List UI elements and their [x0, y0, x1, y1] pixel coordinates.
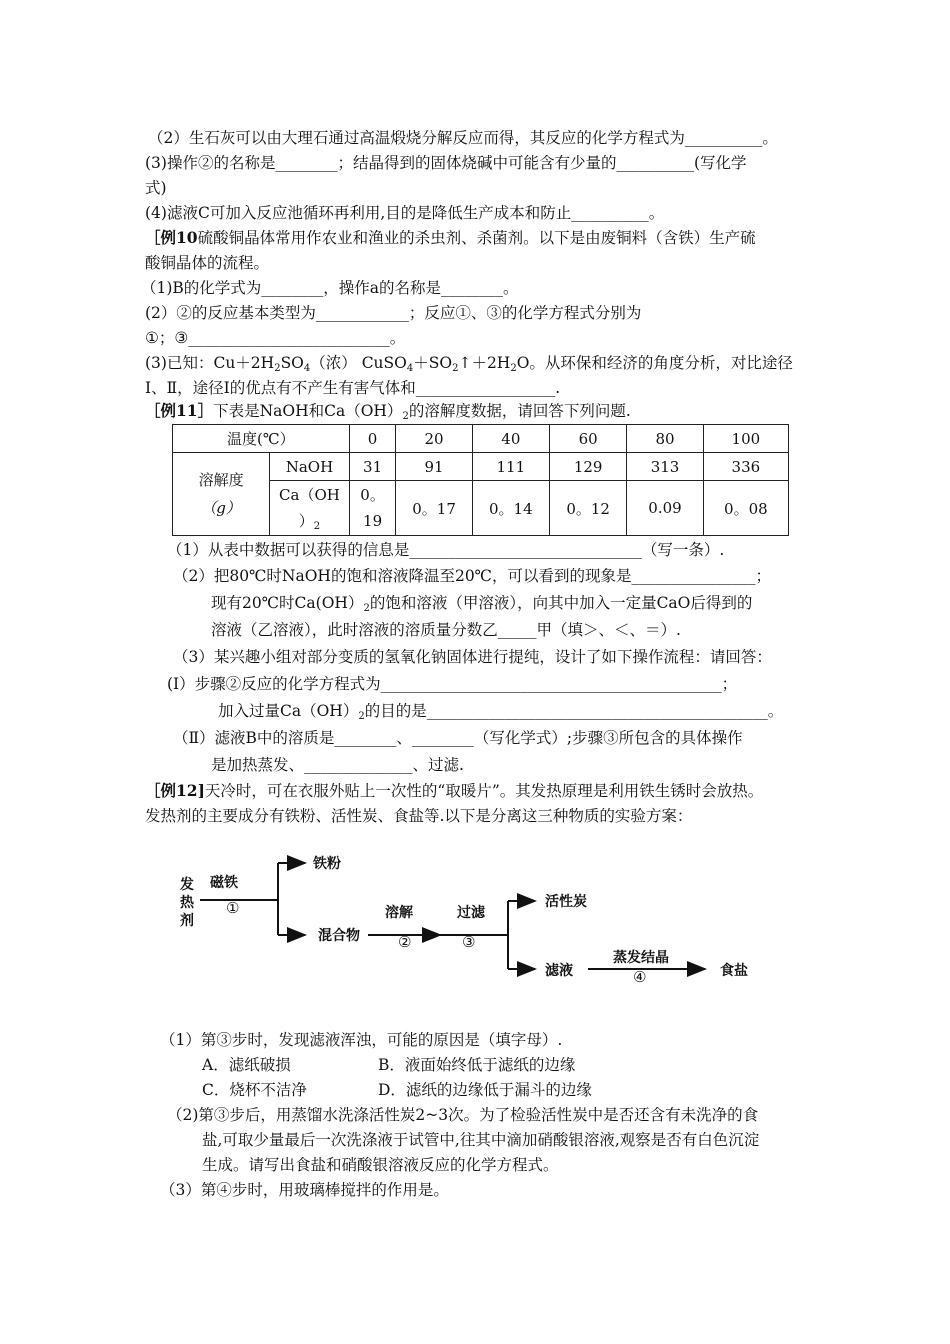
q12-option-a: A．滤纸破损 [202, 1056, 291, 1074]
example-10-intro-cont: 酸铜晶体的流程。 [145, 254, 270, 272]
q12-option-c: C．烧杯不洁净 [202, 1081, 307, 1099]
paragraph-q4-filtrate: (4)滤液C可加入反应池循环再利用,目的是降低生产成本和防止__________。 [145, 204, 665, 222]
caoh-value: 0。12 [550, 481, 627, 536]
q10-part2-cont: ①；③__________________________。 [145, 329, 406, 347]
caoh-value: 0。17 [396, 481, 472, 536]
solubility-unit: （g） [201, 499, 241, 517]
temp-cell: 40 [472, 425, 549, 453]
q11-part1: （1）从表中数据可以获得的信息是______________________________（写一条）. [167, 541, 725, 559]
q10-part3-cont: Ⅰ、Ⅱ，途径Ⅰ的优点有不产生有害气体和__________________. [145, 379, 561, 397]
caoh-label-sub: 2 [313, 521, 321, 532]
formula-sub: 2 [363, 603, 370, 614]
step1-number: ① [226, 899, 240, 917]
eq-seg-4: ＋SO [413, 354, 453, 372]
q11-part3-ii: （Ⅱ）滤液B中的溶质是________、________（写化学式）;步骤③所包含的具体操作 [173, 729, 743, 747]
q10-part3-equation [145, 353, 793, 373]
temp-cell: 20 [396, 425, 472, 453]
step3-number: ③ [462, 933, 476, 951]
product-activated-carbon: 活性炭 [545, 894, 587, 910]
example-12-label: ［例12] [145, 781, 205, 800]
paragraph-q3-cont: 式) [145, 179, 167, 197]
q11-part3: （3）某兴趣小组对部分变质的氢氧化钠固体进行提纯，设计了如下操作流程：请回答： [173, 648, 772, 666]
q11-part3-ii-cont: 是加热蒸发、______________、过滤. [211, 756, 464, 774]
q11-part2-cont2: 溶液（乙溶液），此时溶液的溶质量分数乙_____甲（填＞、＜、＝）. [211, 621, 681, 639]
step2-label: 溶解 [385, 905, 413, 921]
start-label-3: 剂 [180, 913, 194, 929]
example-10-intro [145, 228, 756, 248]
caoh-value: 0。08 [703, 481, 788, 536]
q11-part3-i: (Ⅰ）步骤②反应的化学方程式为____________________________________________； [167, 675, 738, 693]
step3-label: 过滤 [457, 905, 485, 921]
eq-seg-6: O。从环保和经济的角度分析，对比途径 [516, 354, 793, 372]
example-11-label: ［例11］ [145, 401, 214, 420]
product-iron-powder: 铁粉 [313, 856, 341, 872]
q11-part3-i-cont [218, 701, 783, 721]
table-row [173, 425, 789, 453]
caoh-value-part: 19 [363, 512, 383, 530]
table-row [173, 453, 789, 481]
q12-part2-cont: 盐,可取少量最后一次洗涤液于试管中,往其中滴加硝酸银溶液,观察是否有白色沉淀 [202, 1131, 760, 1149]
example-12-intro-cont: 发热剂的主要成分有铁粉、活性炭、食盐等.以下是分离这三种物质的实验方案： [145, 807, 693, 825]
eq-sub: 2 [510, 363, 517, 374]
temp-cell: 60 [550, 425, 627, 453]
paragraph-q3-operation: (3)操作②的名称是________；结晶得到的固体烧碱中可能含有少量的__________(写化学 [145, 154, 747, 172]
example-11-text: 下表是NaOH和Ca（OH） [213, 402, 403, 420]
formula-sub: 2 [358, 711, 365, 722]
naoh-value: 31 [349, 453, 396, 481]
separation-flowchart [170, 845, 770, 995]
example-12-intro [145, 781, 763, 801]
q12-part1: （1）第③步时，发现滤液浑浊，可能的原因是（填字母）. [160, 1031, 563, 1049]
step2-number: ② [398, 933, 412, 951]
q12-part3: （3）第④步时，用玻璃棒搅拌的作用是。 [160, 1181, 449, 1199]
naoh-value: 313 [627, 453, 703, 481]
caoh-label-a: Ca（OH [279, 486, 340, 504]
eq-seg-3: （浓） CuSO [310, 354, 407, 372]
eq-seg-1: (3)已知：Cu＋2H [145, 354, 275, 372]
start-label-2: 热 [180, 895, 194, 911]
step4-label: 蒸发结晶 [613, 950, 669, 966]
temp-header-cell: 温度(℃） [173, 425, 350, 453]
product-salt: 食盐 [720, 963, 748, 979]
caoh-value-part: 0。 [360, 486, 385, 504]
q11-part2: （2）把80℃时NaOH的饱和溶液降温至20℃，可以看到的现象是________________； [173, 567, 772, 585]
solubility-label-cell [173, 453, 270, 536]
eq-seg-2: SO [280, 354, 304, 372]
example-12-text: 天冷时，可在衣服外贴上一次性的“取暖片”。其发热原理是利用铁生锈时会放热。 [204, 782, 764, 800]
intermediate-filtrate: 滤液 [545, 963, 573, 979]
example-10-label: ［例10 [145, 228, 198, 247]
solubility-label: 溶解度 [198, 471, 244, 489]
q12-option-b: B．液面始终低于滤纸的边缘 [378, 1056, 576, 1074]
q10-part1: （1)B的化学式为________，操作a的名称是________。 [141, 279, 519, 297]
naoh-label-cell: NaOH [270, 453, 350, 481]
q11-part3-text: 加入过量Ca（OH） [218, 702, 359, 720]
naoh-value: 129 [550, 453, 627, 481]
naoh-value: 91 [396, 453, 472, 481]
intermediate-mixture: 混合物 [318, 928, 360, 944]
naoh-value: 336 [703, 453, 788, 481]
temp-cell: 0 [349, 425, 396, 453]
example-11-intro [145, 401, 631, 421]
eq-seg-5: ↑＋2H [458, 354, 511, 372]
paragraph-q2-quicklime: （2）生石灰可以由大理石通过高温煅烧分解反应而得，其反应的化学方程式为__________。 [148, 129, 778, 147]
caoh-label-b [270, 508, 349, 534]
eq-sub: 4 [406, 363, 414, 374]
formula-sub: 2 [402, 411, 409, 422]
step1-label: 磁铁 [210, 875, 238, 891]
example-11-text-cont: 的溶解度数据，请回答下列问题. [408, 402, 631, 420]
solubility-table [172, 424, 789, 536]
temp-cell: 80 [627, 425, 703, 453]
caoh-value [349, 481, 396, 536]
q11-part3-text-cont: 的目的是____________________________________________。 [364, 702, 784, 720]
step4-number: ④ [633, 968, 647, 986]
q12-part2-cont2: 生成。请写出食盐和硝酸银溶液反应的化学方程式。 [202, 1156, 559, 1174]
q12-part2: （2)第③步后，用蒸馏水洗涤活性炭2~3次。为了检验活性炭中是否还含有未洗净的食 [167, 1106, 759, 1124]
caoh-value: 0.09 [627, 481, 703, 536]
eq-sub: 2 [452, 363, 459, 374]
caoh-label-cell [270, 481, 350, 536]
naoh-value: 111 [472, 453, 549, 481]
start-label-1: 发 [180, 877, 194, 893]
q10-part2: (2）②的反应基本类型为____________；反应①、③的化学方程式分别为 [145, 304, 642, 322]
q11-part2-text-cont: 的饱和溶液（甲溶液），向其中加入一定量CaO后得到的 [369, 594, 753, 612]
q11-part2-text: 现有20℃时Ca(OH） [211, 594, 364, 612]
caoh-label-bracket: ） [298, 512, 314, 530]
temp-cell: 100 [703, 425, 788, 453]
example-10-text: 硫酸铜晶体常用作农业和渔业的杀虫剂、杀菌剂。以下是由废铜料（含铁）生产硫 [197, 229, 756, 247]
q12-option-d: D．滤纸的边缘低于漏斗的边缘 [378, 1081, 592, 1099]
caoh-value: 0。14 [472, 481, 549, 536]
eq-sub: 2 [274, 363, 281, 374]
eq-sub: 4 [303, 363, 311, 374]
q11-part2-cont [211, 593, 752, 613]
